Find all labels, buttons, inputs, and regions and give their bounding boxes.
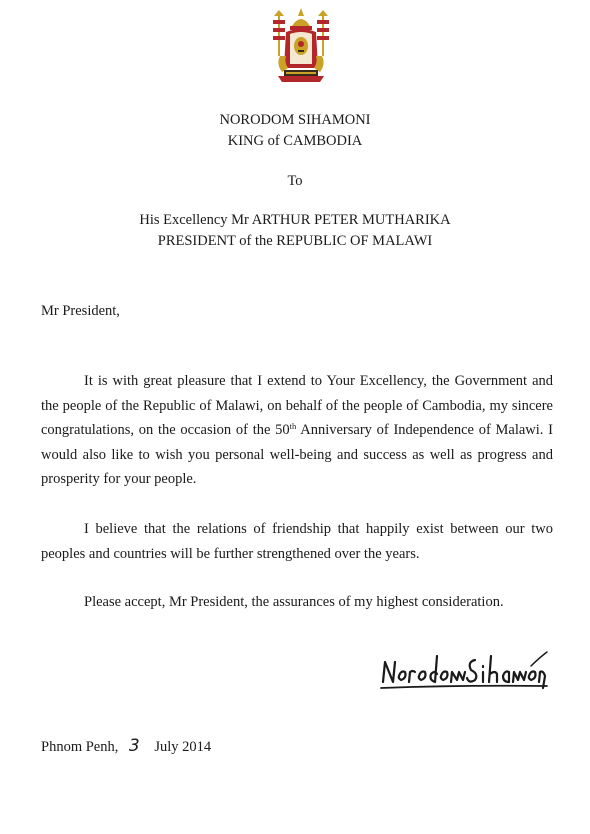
paragraph-2-text: I believe that the relations of friendship that happily exist between our two peoples and countries will be further strengthened over the years.	[41, 521, 553, 562]
month-year: July 2014	[154, 739, 212, 755]
handwritten-day: 3	[128, 736, 140, 756]
sender-name: NORODOM SIHAMONI	[219, 112, 371, 128]
handwritten-signature	[379, 648, 549, 696]
recipient-name: His Excellency Mr ARTHUR PETER MUTHARIKA	[139, 212, 451, 228]
place: Phnom Penh,	[41, 739, 119, 755]
recipient-title: PRESIDENT of the REPUBLIC OF MALAWI	[157, 233, 433, 249]
salutation: Mr President,	[41, 303, 120, 319]
paragraph-3-text: Please accept, Mr President, the assurances of my highest consideration.	[84, 594, 504, 610]
body-paragraph-1	[41, 369, 553, 492]
paragraph-1-text-end: Anniversary of Independence of Malawi. I would also like to wish you personal well-being and success as well as progress and prosperity for your people.	[41, 422, 553, 487]
body-paragraph-2	[41, 517, 553, 566]
body-paragraph-3	[41, 590, 553, 615]
place-and-date	[41, 737, 211, 756]
paragraph-1-text-start: It is with great pleasure that I extend to Your Excellency, the Government and the people of the Republic of Malawi, on behalf of the people of Cambodia, my sincere congratulations, on the occasion of the 50	[41, 373, 553, 438]
to-label: To	[287, 173, 303, 189]
royal-coat-of-arms-icon	[268, 8, 334, 84]
sender-title: KING of CAMBODIA	[227, 133, 363, 149]
ordinal-suffix: th	[289, 421, 297, 431]
